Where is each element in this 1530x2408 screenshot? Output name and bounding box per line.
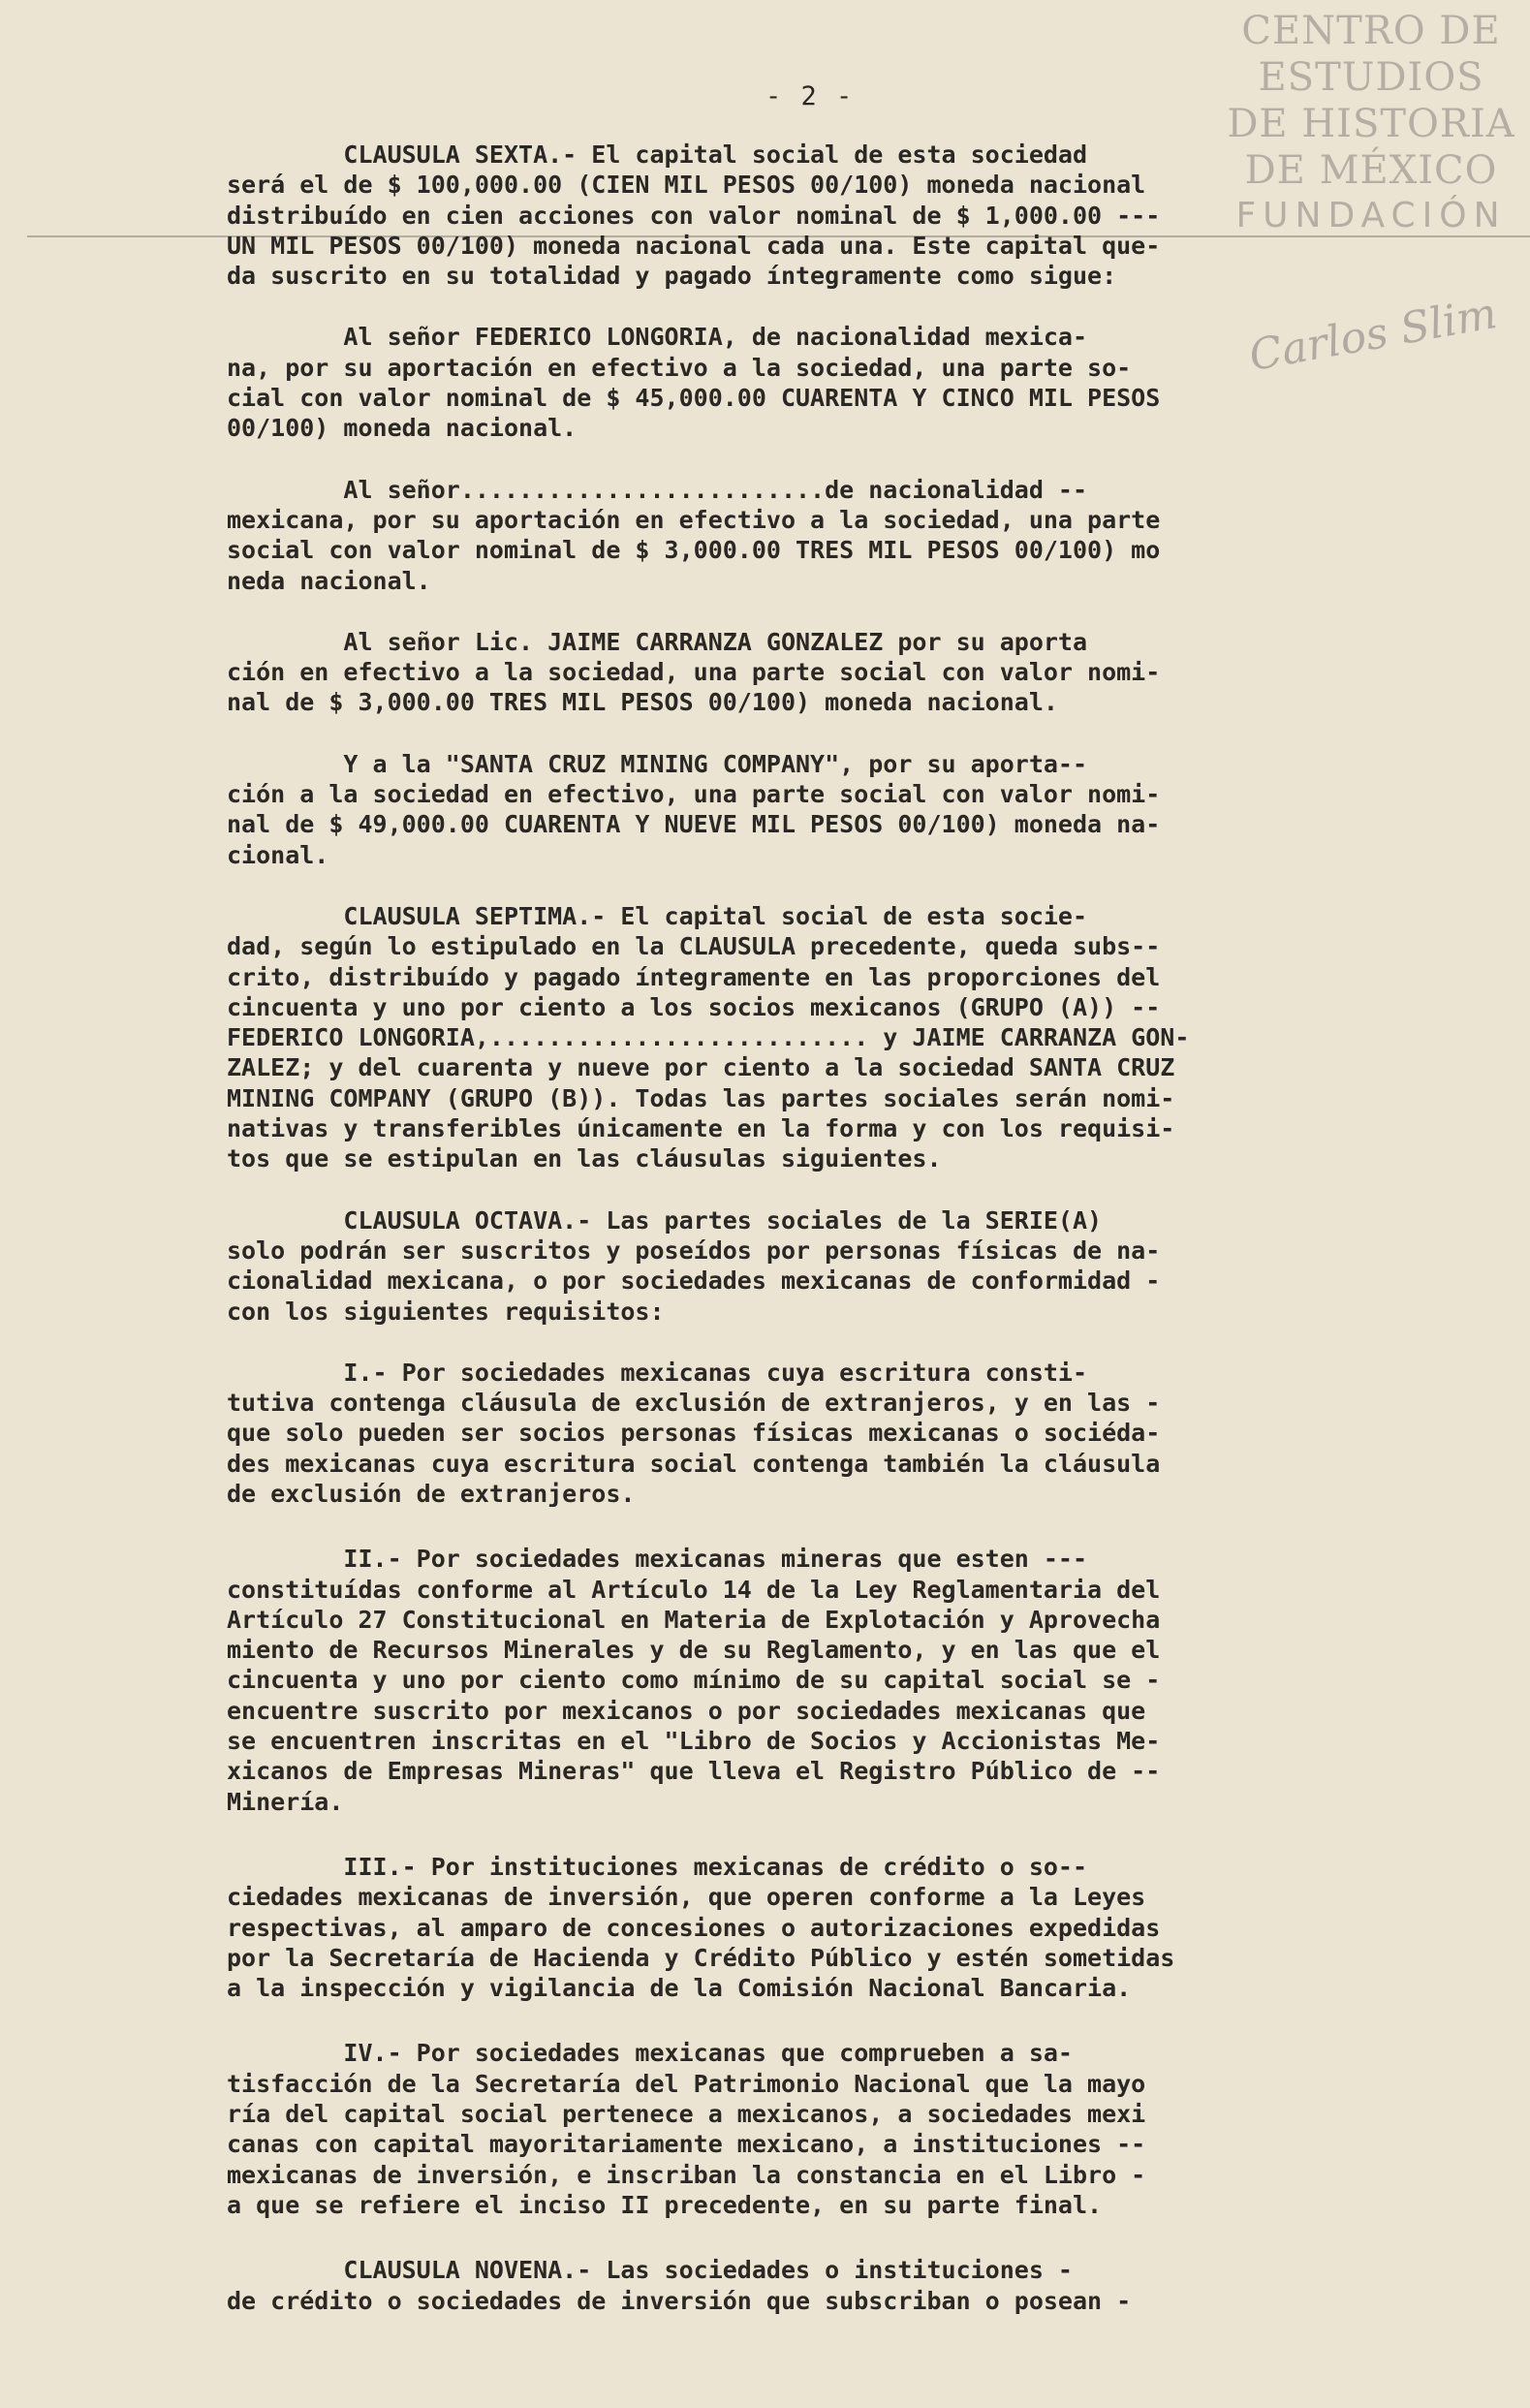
text-line: será el de $ 100,000.00 (CIEN MIL PESOS 00/100) moneda nacional [227,171,1146,200]
page-number: - 2 - [765,81,855,111]
text-line: Y a la "SANTA CRUZ MINING COMPANY", por su aporta-- [227,749,1088,778]
text-line: 00/100) moneda nacional. [227,414,578,443]
text-line: de crédito o sociedades de inversión que subscriban o posean - [227,2286,1132,2315]
text-line: miento de Recursos Minerales y de su Reglamento, y en las que el [227,1636,1161,1665]
text-line: cional. [227,840,329,869]
text-line: nativas y transferibles únicamente en la forma y con los requisi- [227,1114,1175,1143]
watermark-foundation: FUNDACIÓN [1235,196,1507,235]
text-line: da suscrito en su totalidad y pagado íntegramente como sigue: [227,262,1117,291]
paragraph-clausula-octava [227,1205,1423,1327]
text-line: canas con capital mayoritariamente mexicano, a instituciones -- [227,2130,1146,2159]
text-line: ría del capital social pertenece a mexicanos, a sociedades mexi [227,2100,1146,2129]
watermark-line: ESTUDIOS [1258,55,1484,100]
text-line: encuentre suscrito por mexicanos o por sociedades mexicanas que [227,1696,1146,1725]
watermark-line: DE MÉXICO [1244,148,1498,193]
text-line: mexicana, por su aportación en efectivo a la sociedad, una parte [227,505,1161,534]
watermark-line: DE HISTORIA [1227,102,1515,146]
text-line: III.- Por instituciones mexicanas de crédito o so-- [227,1852,1088,1881]
paragraph-clausula-novena [227,2255,1423,2316]
text-line: Artículo 27 Constitucional en Materia de Explotación y Aprovecha [227,1605,1161,1634]
text-line: nal de $ 49,000.00 CUARENTA Y NUEVE MIL PESOS 00/100) moneda na- [227,810,1161,839]
text-line: II.- Por sociedades mexicanas mineras que esten --- [227,1545,1088,1574]
text-line: UN MIL PESOS 00/100) moneda nacional cada una. Este capital que- [227,231,1161,260]
text-line: Minería. [227,1787,344,1816]
text-line: nal de $ 3,000.00 TRES MIL PESOS 00/100) moneda nacional. [227,688,1058,717]
paragraph-inciso-i [227,1358,1423,1509]
text-line: CLAUSULA OCTAVA.- Las partes sociales de la SERIE(A) [227,1205,1103,1235]
paragraph-aportacion-federico-longoria [227,322,1423,443]
watermark-signature: Carlos Slim [1245,288,1501,382]
text-line: solo podrán ser suscritos y poseídos por personas físicas de na- [227,1235,1161,1265]
paragraph-inciso-iii [227,1852,1423,2003]
text-line: tisfacción de la Secretaría del Patrimonio Nacional que la mayo [227,2069,1146,2098]
text-line: FEDERICO LONGORIA,.......................... y JAIME CARRANZA GON- [227,1023,1190,1052]
paragraph-clausula-sexta [227,140,1423,291]
paragraph-inciso-ii [227,1544,1423,1817]
watermark-line: CENTRO DE [1241,9,1501,53]
text-line: por la Secretaría de Hacienda y Crédito Público y estén sometidas [227,1943,1175,1972]
text-line: que solo pueden ser socios personas físicas mexicanas o sociéda- [227,1419,1161,1448]
text-line: respectivas, al amparo de concesiones o autorizaciones expedidas [227,1913,1161,1942]
text-line: ción a la sociedad en efectivo, una parte social con valor nomi- [227,780,1161,809]
text-line: tos que se estipulan en las cláusulas siguientes. [227,1144,942,1173]
text-line: Al señor FEDERICO LONGORIA, de nacionalidad mexica- [227,323,1088,352]
paragraph-aportacion-santa-cruz [227,749,1423,870]
text-line: neda nacional. [227,566,431,595]
text-line: xicanos de Empresas Mineras" que lleva el Registro Público de -- [227,1757,1161,1786]
paragraph-clausula-septima [227,901,1423,1174]
paragraph-aportacion-senor-blank [227,475,1423,596]
text-line: dad, según lo estipulado en la CLAUSULA precedente, queda subs-- [227,932,1161,961]
text-line: a la inspección y vigilancia de la Comisión Nacional Bancaria. [227,1974,1132,2003]
text-line: I.- Por sociedades mexicanas cuya escritura consti- [227,1358,1088,1387]
text-line: cincuenta y uno por ciento a los socios mexicanos (GRUPO (A)) -- [227,992,1161,1021]
text-line: mexicanas de inversión, e inscriban la constancia en el Libro - [227,2160,1146,2189]
text-line: IV.- Por sociedades mexicanas que comprueben a sa- [227,2039,1073,2068]
paragraph-inciso-iv [227,2038,1423,2220]
text-line: crito, distribuído y pagado íntegramente en las proporciones del [227,962,1161,991]
text-line: cincuenta y uno por ciento como mínimo de su capital social se - [227,1666,1161,1695]
text-line: social con valor nominal de $ 3,000.00 TRES MIL PESOS 00/100) mo [227,536,1161,565]
text-line: a que se refiere el inciso II precedente, en su parte final. [227,2190,1103,2219]
text-line: tutiva contenga cláusula de exclusión de extranjeros, y en las - [227,1389,1161,1418]
text-line: ZALEZ; y del cuarenta y nueve por ciento a la sociedad SANTA CRUZ [227,1053,1175,1082]
text-line: na, por su aportación en efectivo a la sociedad, una parte so- [227,353,1132,382]
document-body [227,140,1423,2347]
text-line: se encuentren inscritas en el "Libro de Socios y Accionistas Me- [227,1727,1161,1756]
text-line: CLAUSULA SEXTA.- El capital social de esta sociedad [227,141,1088,169]
text-line: Al señor.........................de nacionalidad -- [227,475,1088,504]
text-line: CLAUSULA SEPTIMA.- El capital social de esta socie- [227,901,1088,930]
text-line: constituídas conforme al Artículo 14 de la Ley Reglamentaria del [227,1575,1161,1604]
text-line: des mexicanas cuya escritura social contenga también la cláusula [227,1449,1161,1478]
text-line: cial con valor nominal de $ 45,000.00 CUARENTA Y CINCO MIL PESOS [227,384,1161,413]
text-line: cionalidad mexicana, o por sociedades mexicanas de conformidad - [227,1267,1161,1296]
paragraph-aportacion-jaime-carranza [227,627,1423,718]
text-line: MINING COMPANY (GRUPO (B)). Todas las partes sociales serán nomi- [227,1083,1175,1112]
text-line: con los siguientes requisitos: [227,1297,665,1326]
text-line: Al señor Lic. JAIME CARRANZA GONZALEZ por su aporta [227,627,1088,656]
text-line: CLAUSULA NOVENA.- Las sociedades o instituciones - [227,2256,1073,2285]
text-line: distribuído en cien acciones con valor nominal de $ 1,000.00 --- [227,201,1161,230]
text-line: de exclusión de extranjeros. [227,1479,636,1508]
text-line: ciedades mexicanas de inversión, que operen conforme a la Leyes [227,1883,1146,1912]
text-line: ción en efectivo a la sociedad, una parte social con valor nomi- [227,658,1161,687]
